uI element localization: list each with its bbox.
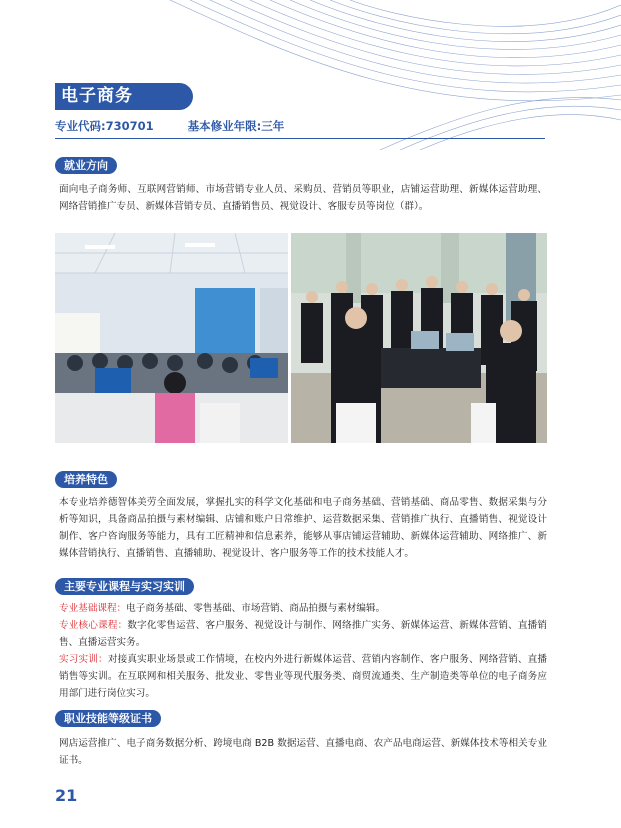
students-in-suits-photo <box>291 233 547 443</box>
practice-label: 实习实训： <box>59 654 108 665</box>
computer-lab-photo <box>55 233 288 443</box>
practice-training <box>59 651 547 702</box>
program-meta <box>55 118 545 134</box>
core-courses-text: 数字化零售运营、客户服务、视觉设计与制作、网络推广实务、新媒体运营、新媒体营销、直播销售、直播运营实务。 <box>59 620 547 648</box>
page-number: 21 <box>55 786 78 805</box>
employment-text: 面向电子商务师、互联网营销师、市场营销专业人员、采购员、营销员等职业，店铺运营助理、新媒体运营助理、网络营销推广专员、新媒体营销专员、直播销售员、视觉设计、客服专员等岗位（群）。 <box>59 184 547 212</box>
basic-courses <box>59 600 547 617</box>
certificates-text: 网店运营推广、电子商务数据分析、跨境电商 B2B 数据运营、直播电商、农产品电商运营、新媒体技术等相关专业证书。 <box>59 738 547 766</box>
practice-text: 对接真实职业场景或工作情境，在校内外进行新媒体运营、营销内容制作、客户服务、网络营销、直播销售等实训。在互联网和相关服务、批发业、零售业等现代服务类、商贸流通类、生产制造类等单位的电子商务应用部门进行岗位实习。 <box>59 654 548 699</box>
section-heading-courses: 主要专业课程与实习实训 <box>55 578 194 595</box>
training-text: 本专业培养德智体美劳全面发展，掌握扎实的科学文化基础和电子商务基础、营销基础、商品零售、数据采集与分析等知识，具备商品拍摄与素材编辑、店铺和账户日常维护、运营数据采集、营销推广执行、直播销售、视觉设计制作、客户咨询服务等能力，具有工匠精神和信息素养，能够从事店铺运营辅助、新媒体运营辅助、网络推广、新媒体营销执行、直播销售、直播辅助、视觉设计、客户服务等工作的技术技能人才。 <box>59 497 547 559</box>
courses-text <box>59 600 547 702</box>
program-duration: 基本修业年限:三年 <box>187 119 285 133</box>
core-courses <box>59 617 547 651</box>
section-heading-training: 培养特色 <box>55 471 117 488</box>
basic-courses-label: 专业基础课程： <box>59 603 127 614</box>
header-divider <box>55 138 545 139</box>
basic-courses-text: 电子商务基础、零售基础、市场营销、商品拍摄与素材编辑。 <box>126 603 386 614</box>
core-courses-label: 专业核心课程： <box>59 620 128 631</box>
page-title: 电子商务 <box>55 83 193 110</box>
section-heading-certificates: 职业技能等级证书 <box>55 710 161 727</box>
section-heading-employment: 就业方向 <box>55 157 117 174</box>
program-code: 专业代码:730701 <box>55 119 154 133</box>
